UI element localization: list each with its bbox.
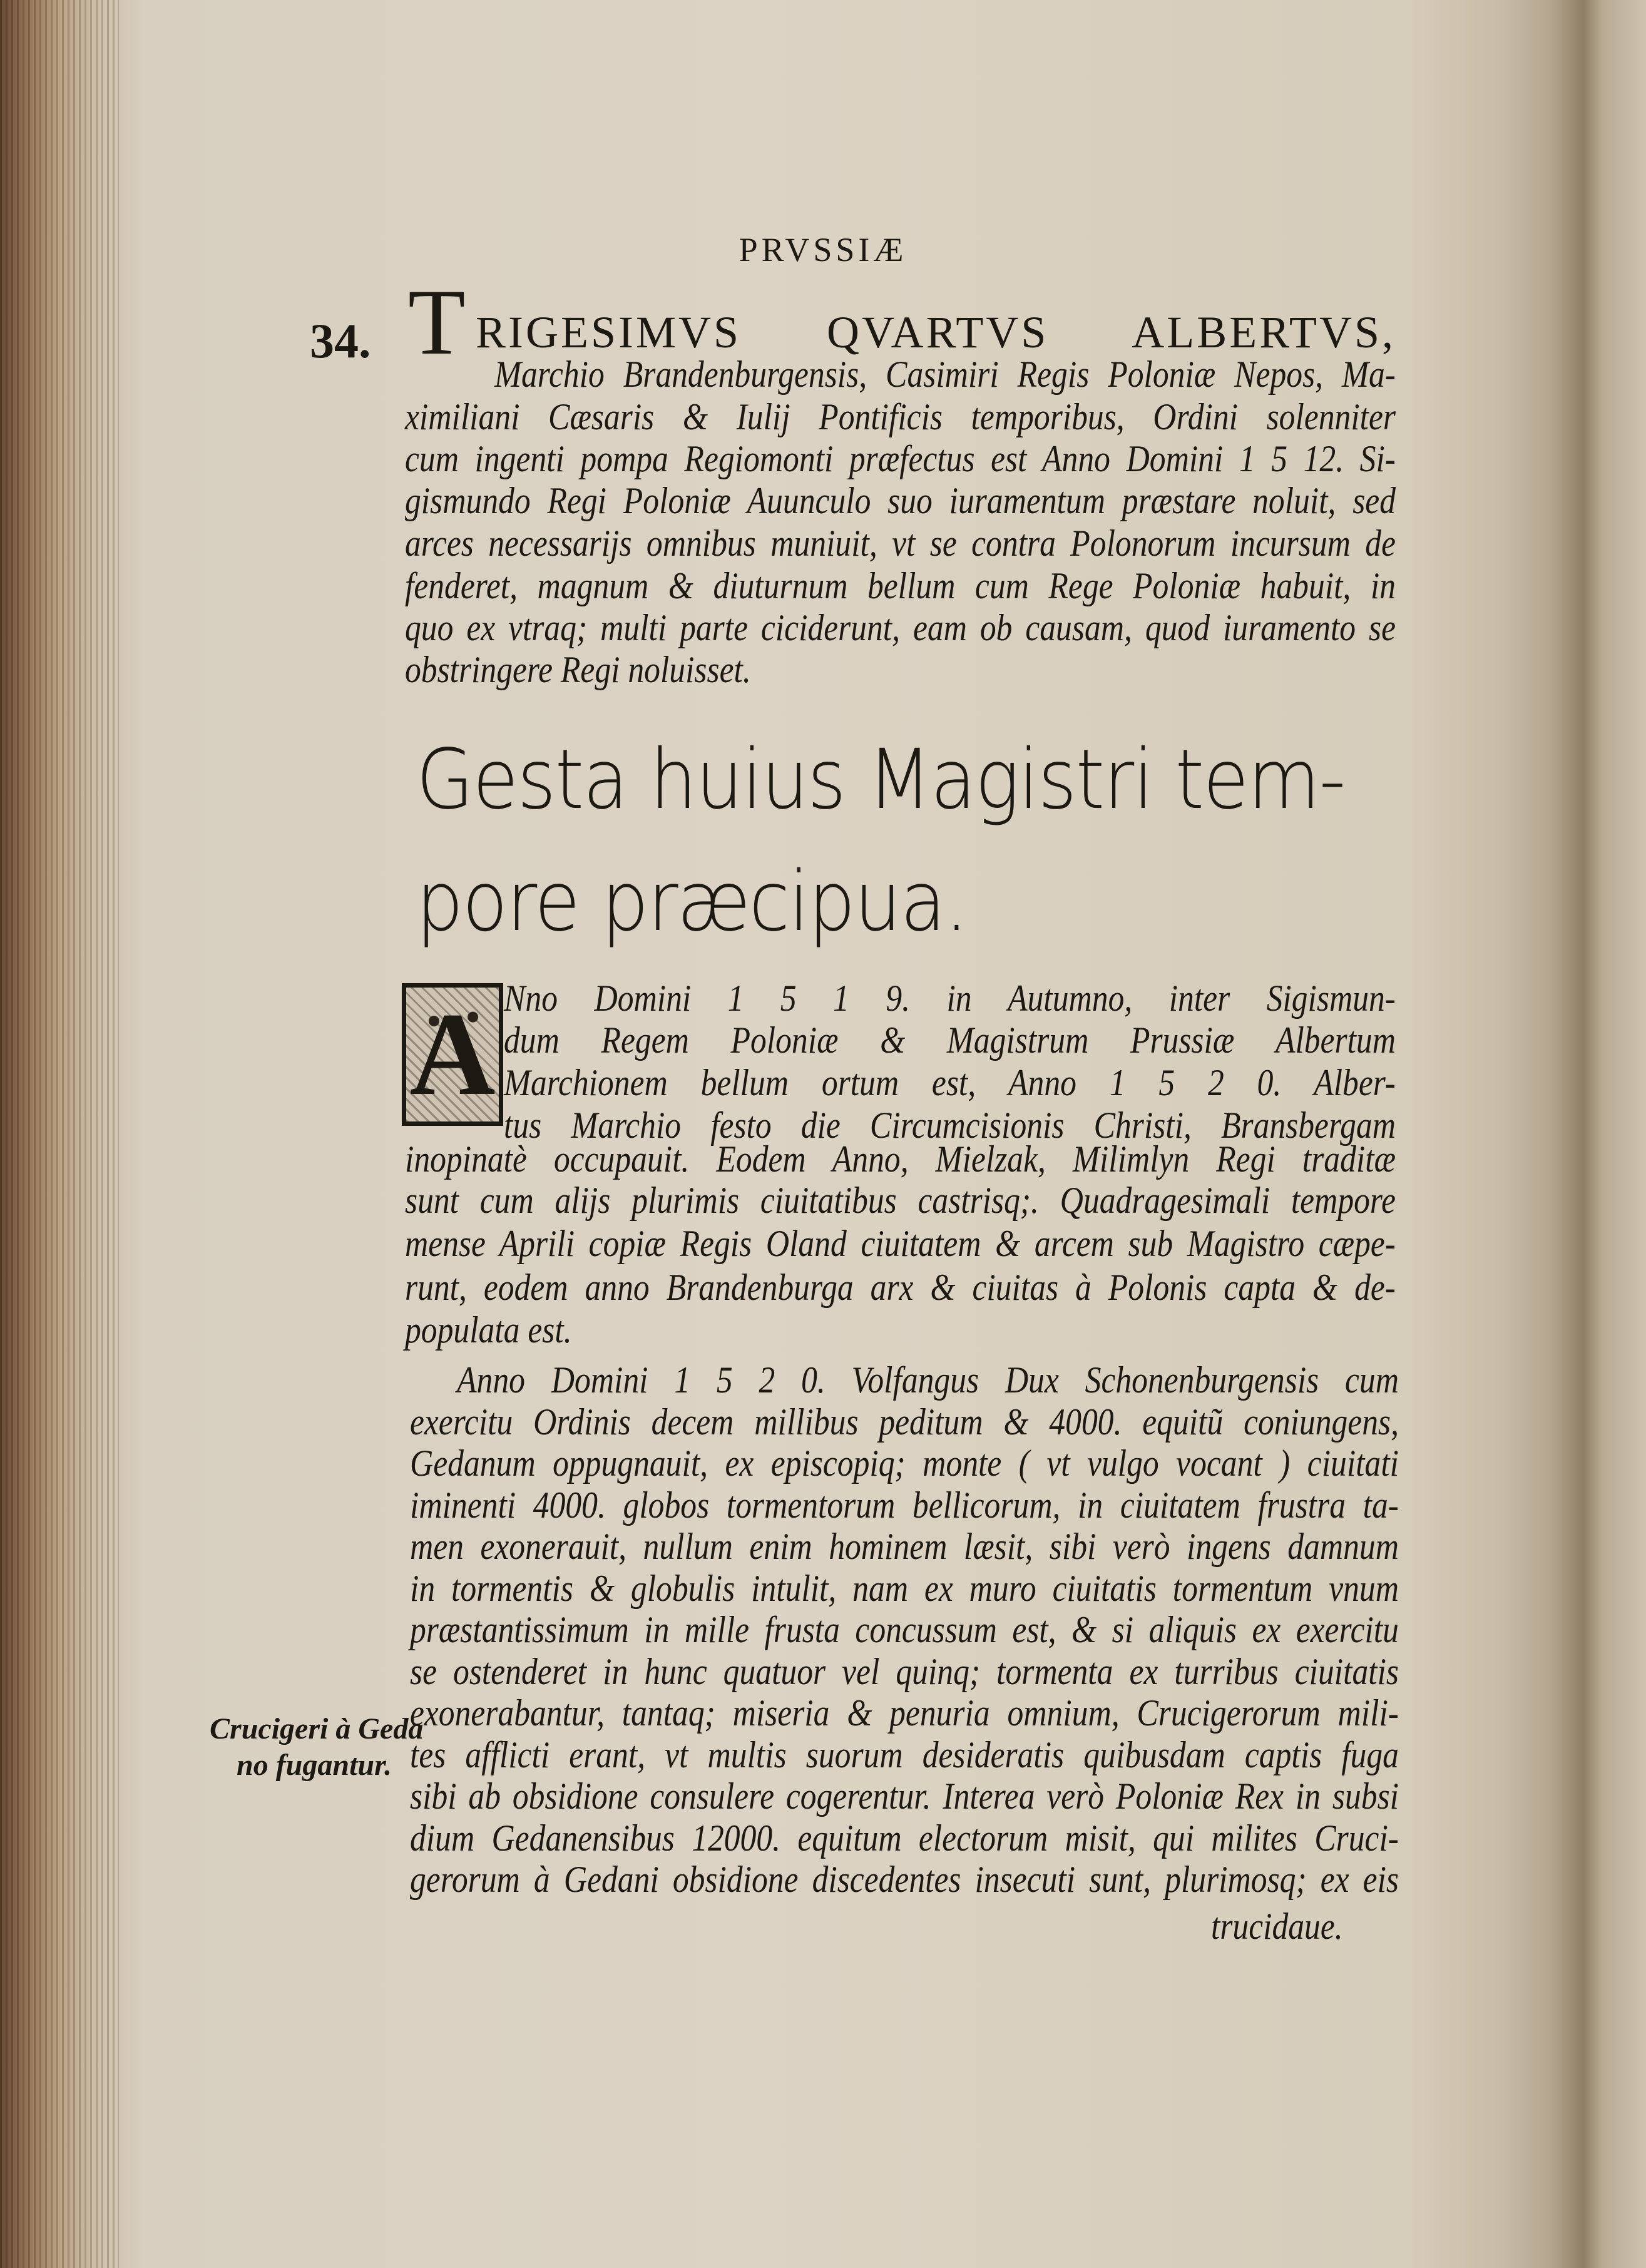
text-line: runt, eodem anno Brandenburga arx & ciuitas à Polonis capta & de- <box>405 1267 1396 1308</box>
text-line: arces necessarijs omnibus muniuit, vt se contra Polonorum incursum de <box>405 523 1396 564</box>
text-line: tes afflicti erant, vt multis suorum desideratis quibusdam captis fuga <box>410 1734 1399 1775</box>
text-line: dium Gedanensibus 12000. equitum electorum misit, qui milites Cruci- <box>410 1817 1399 1859</box>
text-line: sunt cum alijs plurimis ciuitatibus castrisq;. Quadragesimali tempore <box>405 1180 1396 1221</box>
text-line: ximiliani Cæsaris & Iulij Pontificis temporibus, Ordini solenniter <box>405 396 1396 437</box>
text-line: Gedanum oppugnauit, ex episcopiq; monte ( vt vulgo vocant ) ciuitati <box>410 1443 1399 1484</box>
decorated-initial <box>402 983 503 1126</box>
text-line: exonerabantur, tantaq; miseria & penuria omnium, Crucigerorum mili- <box>410 1692 1399 1734</box>
marginal-note-line2: no fugantur. <box>237 1749 392 1782</box>
text-line: Anno Domini 1 5 2 0. Volfangus Dux Schonenburgensis cum <box>457 1359 1399 1401</box>
section-heading-line1: Gesta huius Magistri tem- <box>416 732 1345 828</box>
text-line: se ostenderet in hunc quatuor vel quinq; tormenta ex turribus ciuitatis <box>410 1650 1399 1692</box>
text-line: men exonerauit, nullum enim hominem læsit, sibi verò ingens damnum <box>410 1526 1399 1567</box>
text-line: exercitu Ordinis decem millibus peditum & 4000. equitũ coniungens, <box>410 1401 1399 1443</box>
page-edges <box>0 0 119 2268</box>
text-line: fenderet, magnum & diuturnum bellum cum Rege Poloniæ habuit, in <box>405 565 1396 606</box>
text-line: obstringere Regi noluisset. <box>405 649 751 690</box>
drop-cap-letter: A <box>409 989 496 1120</box>
section-heading-line2: pore præcipua. <box>416 854 968 950</box>
text-line: iminenti 4000. globos tormentorum bellicorum, in ciuitatem frustra ta- <box>410 1484 1399 1526</box>
text-line: Marchionem bellum ortum est, Anno 1 5 2 0. Alber- <box>504 1062 1396 1103</box>
text-line: dum Regem Poloniæ & Magistrum Prussiæ Albertum <box>504 1019 1396 1061</box>
text-line: Nno Domini 1 5 1 9. in Autumno, inter Sigismun- <box>504 978 1396 1019</box>
entry-title: RIGESIMVS QVARTVS ALBERTVS, <box>476 307 1396 357</box>
running-head: PRVSSIÆ <box>739 231 907 268</box>
text-line: gismundo Regi Poloniæ Auunculo suo iuramentum præstare noluit, sed <box>405 480 1396 521</box>
text-line: in tormentis & globulis intulit, nam ex muro ciuitatis tormentum vnum <box>410 1567 1399 1609</box>
text-line: mense Aprili copiæ Regis Oland ciuitatem & arcem sub Magistro cæpe- <box>405 1223 1396 1264</box>
entry-number: 34. <box>310 314 371 368</box>
entry-initial: T <box>408 270 466 374</box>
marginal-note-line1: Crucigeri à Geda <box>210 1712 424 1745</box>
text-line: gerorum à Gedani obsidione discedentes insecuti sunt, plurimosq; ex eis <box>410 1859 1399 1900</box>
text-line: Marchio Brandenburgensis, Casimiri Regis Poloniæ Nepos, Ma- <box>494 354 1396 395</box>
text-line: sibi ab obsidione consulere cogerentur. Interea verò Poloniæ Rex in subsi <box>410 1775 1399 1817</box>
text-line: populata est. <box>405 1309 572 1351</box>
text-line: tus Marchio festo die Circumcisionis Christi, Bransbergam <box>504 1105 1396 1146</box>
text-line: inopinatè occupauit. Eodem Anno, Mielzak, Milimlyn Regi traditæ <box>405 1138 1396 1180</box>
text-line: quo ex vtraq; multi parte ciciderunt, eam ob causam, quod iuramento se <box>405 607 1396 648</box>
text-line: cum ingenti pompa Regiomonti præfectus est Anno Domini 1 5 12. Si- <box>405 438 1396 479</box>
paragraph-2-last-line: trucidaue. <box>1211 1906 1343 1947</box>
text-line: præstantissimum in mille frusta concussum est, & si aliquis ex exercitu <box>410 1609 1399 1650</box>
